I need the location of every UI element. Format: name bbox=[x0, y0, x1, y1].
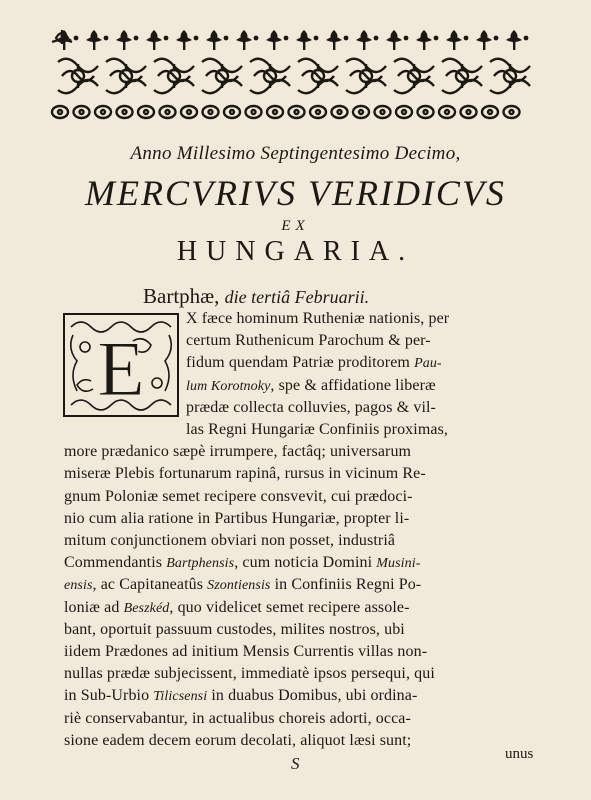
body-line bbox=[186, 310, 538, 328]
body-text-segment: Bartphensis bbox=[166, 556, 235, 572]
year-line: Anno Millesimo Septingentesimo Decimo, bbox=[130, 143, 461, 164]
body-line bbox=[186, 377, 538, 395]
body-text-segment: mitum conjunctionem obviari non posset, industriâ bbox=[64, 532, 396, 549]
body-line bbox=[64, 532, 538, 550]
ornamental-header-band bbox=[50, 24, 540, 124]
body-text-segment: bant, oportuit passuum custodes, milites nostros, ubi bbox=[64, 620, 405, 638]
body-text-segment: loniæ ad bbox=[64, 598, 124, 616]
ex-label: EX bbox=[281, 218, 310, 234]
body-text-segment: in Confiniis Regni Po- bbox=[270, 576, 422, 594]
dateline-date: die tertiâ Februarii. bbox=[224, 287, 370, 307]
body-text-segment: , cum noticia Domini bbox=[234, 554, 377, 572]
body-line bbox=[186, 421, 538, 439]
body-text-segment: certum Ruthenicum Parochum & per- bbox=[186, 332, 431, 350]
body-line bbox=[64, 665, 538, 683]
body-text-segment: , quo videlicet semet recipere assole- bbox=[169, 598, 410, 616]
body-line bbox=[64, 443, 538, 461]
body-text-segment: X fæce hominum Rutheniæ nationis, per bbox=[186, 310, 450, 327]
body-text-segment: in Sub-Urbio bbox=[64, 687, 154, 705]
body-text-segment: Szontiensis bbox=[207, 578, 271, 594]
body-line bbox=[64, 599, 538, 617]
body-text-segment: las Regni Hungariæ Confiniis proximas, bbox=[186, 421, 449, 438]
decorated-initial-e bbox=[63, 313, 179, 417]
body-line bbox=[64, 554, 538, 572]
body-line bbox=[64, 710, 538, 728]
body-text-segment: fidum quendam Patriæ proditorem bbox=[186, 354, 415, 372]
body-text-segment: prædæ collecta colluvies, pagos & vil- bbox=[186, 398, 436, 416]
catchword: unus bbox=[505, 746, 534, 762]
signature-mark: S bbox=[291, 754, 300, 773]
body-line bbox=[64, 576, 538, 594]
body-text-segment: sione eadem decem eorum decolati, aliquot læsi sunt; bbox=[64, 731, 412, 749]
body-text-segment: nio cum alia ratione in Partibus Hungariæ, propter li- bbox=[64, 509, 410, 527]
dateline-place: Bartphæ, bbox=[143, 284, 220, 308]
body-text-segment: Pau- bbox=[414, 356, 442, 372]
body-text-segment: nullas prædæ subjecissent, immediatè ipsos persequi, qui bbox=[64, 665, 435, 683]
body-line bbox=[64, 488, 538, 506]
body-line bbox=[64, 465, 538, 483]
body-text-segment: Beszkéd bbox=[123, 600, 170, 616]
publication-title: MERCVRIVS VERIDICVS bbox=[85, 173, 506, 213]
body-line bbox=[186, 332, 538, 350]
body-text-segment: miseræ Plebis fortunarum rapinâ, rursus in vicinum Re- bbox=[64, 465, 426, 483]
initial-letter: E bbox=[97, 325, 145, 412]
region-title: HUNGARIA. bbox=[176, 236, 415, 267]
body-line bbox=[64, 621, 538, 639]
body-text-segment: in duabus Domibus, ubi ordina- bbox=[207, 687, 418, 705]
body-text-segment: ensis bbox=[64, 578, 93, 594]
body-line bbox=[64, 732, 538, 750]
body-text-segment: lum Korotnoky bbox=[186, 378, 271, 394]
body-text-segment: Tilicsensi bbox=[153, 689, 208, 705]
body-text-segment: Commendantis bbox=[64, 554, 167, 572]
body-line bbox=[186, 354, 538, 372]
body-line bbox=[64, 510, 538, 528]
body-text-segment: Musini- bbox=[376, 556, 421, 572]
body-line bbox=[64, 687, 538, 705]
body-line bbox=[186, 399, 538, 417]
body-line bbox=[64, 643, 538, 661]
body-text-segment: riè conservabantur, in actualibus choreis adorti, occa- bbox=[64, 709, 411, 727]
body-text-segment: , ac Capitaneatûs bbox=[92, 576, 208, 594]
body-text-segment: more prædanico sæpè irrumpere, factâq; universarum bbox=[64, 443, 412, 461]
body-text-segment: iidem Prædones ad initium Mensis Currentis villas non- bbox=[64, 643, 428, 660]
body-text-segment: , spe & affidatione liberæ bbox=[270, 376, 436, 394]
body-text-segment: gnum Poloniæ semet recipere consvevit, cui prædoci- bbox=[64, 487, 413, 505]
dateline bbox=[143, 284, 369, 309]
